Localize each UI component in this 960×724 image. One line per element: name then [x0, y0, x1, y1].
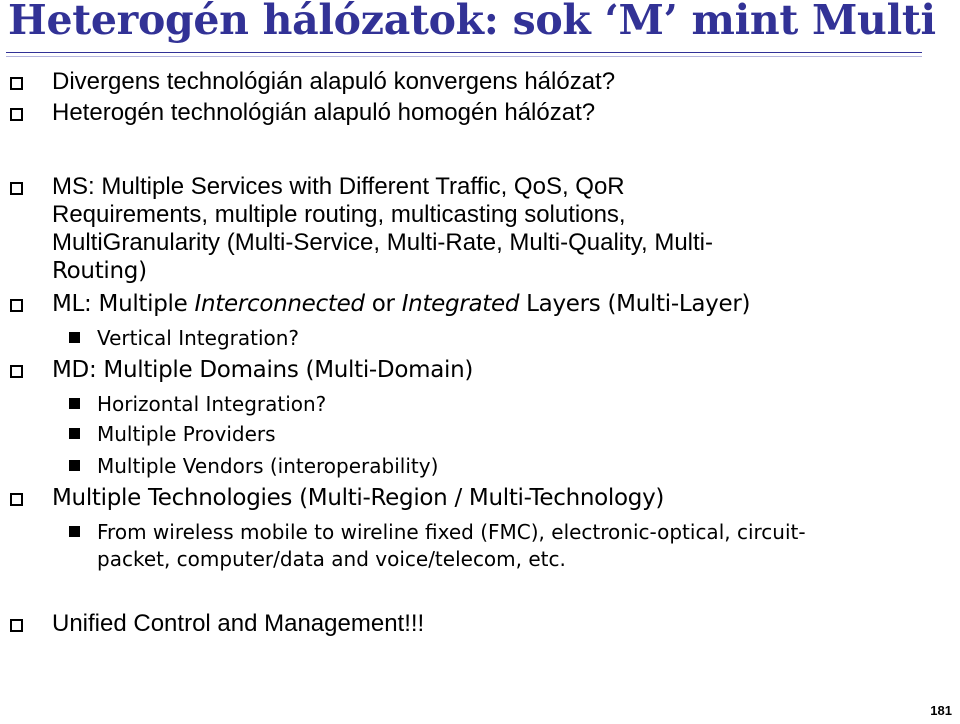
bullet-text: Unified Control and Management!!!	[52, 610, 425, 637]
page-number: 181	[930, 703, 952, 718]
bullet-text: From wireless mobile to wireline fixed (FMC), electronic-optical, circuit-	[97, 520, 806, 544]
bullet-text: Divergens technológián alapuló konvergens hálózat?	[52, 68, 616, 95]
slide-title: Heterogén hálózatok: sok ‘M’ mint Multi	[8, 0, 936, 44]
filled-square-bullet-icon	[69, 526, 80, 537]
hollow-square-bullet-icon	[10, 108, 23, 121]
bullet-text: Routing)	[52, 258, 147, 284]
title-underline-shadow	[6, 56, 922, 57]
hollow-square-bullet-icon	[10, 299, 23, 312]
hollow-square-bullet-icon	[10, 619, 23, 632]
emphasized-text: Integrated	[401, 291, 520, 317]
bullet-text: packet, computer/data and voice/telecom, etc.	[97, 547, 566, 571]
emphasized-text: Interconnected	[194, 291, 365, 317]
hollow-square-bullet-icon	[10, 77, 23, 90]
filled-square-bullet-icon	[69, 428, 80, 439]
text-run: ML: Multiple	[52, 291, 195, 317]
bullet-text: MD: Multiple Domains (Multi-Domain)	[52, 357, 474, 383]
bullet-text: Vertical Integration?	[97, 326, 300, 350]
filled-square-bullet-icon	[69, 460, 80, 471]
bullet-text: Multiple Vendors (interoperability)	[97, 454, 439, 478]
hollow-square-bullet-icon	[10, 365, 23, 378]
bullet-text: Requirements, multiple routing, multicasting solutions,	[52, 201, 626, 228]
bullet-text: MultiGranularity (Multi-Service, Multi-Rate, Multi-Quality, Multi-	[52, 229, 714, 256]
filled-square-bullet-icon	[69, 332, 80, 343]
bullet-text: Heterogén technológián alapuló homogén hálózat?	[52, 99, 596, 126]
filled-square-bullet-icon	[69, 398, 80, 409]
text-run: Layers (Multi-Layer)	[519, 291, 751, 317]
text-run: or	[364, 291, 402, 317]
hollow-square-bullet-icon	[10, 182, 23, 195]
bullet-text	[52, 290, 750, 318]
bullet-text: MS: Multiple Services with Different Traffic, QoS, QoR	[52, 173, 625, 200]
bullet-text: Multiple Providers	[97, 422, 276, 446]
hollow-square-bullet-icon	[10, 493, 23, 506]
bullet-text: Horizontal Integration?	[97, 392, 327, 416]
title-underline	[6, 52, 922, 53]
bullet-text: Multiple Technologies (Multi-Region / Multi-Technology)	[52, 485, 665, 511]
